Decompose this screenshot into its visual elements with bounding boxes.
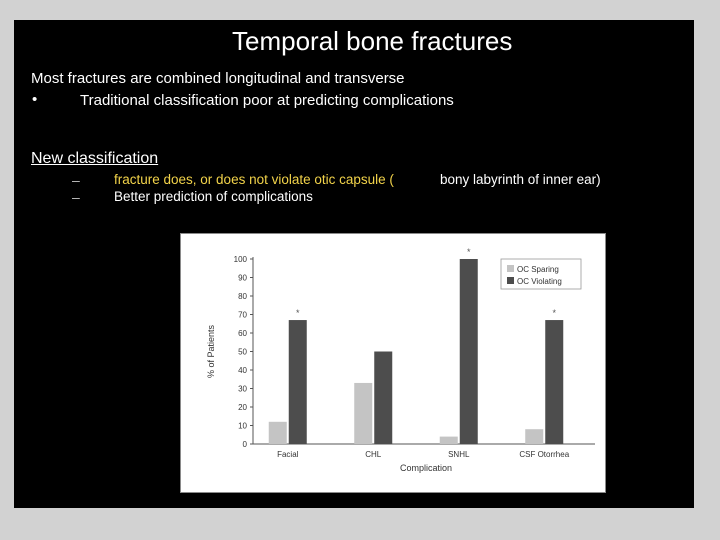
bar-oc-violating: [374, 352, 392, 445]
y-tick-label: 80: [238, 292, 247, 301]
point-combined-fractures: Most fractures are combined longitudinal and transverse: [31, 70, 405, 87]
y-tick-label: 30: [238, 384, 247, 394]
bar-oc-violating: [289, 320, 307, 444]
x-axis-label: Complication: [399, 463, 453, 473]
y-tick-label: 50: [238, 347, 247, 357]
y-axis-label: % of Patients: [206, 324, 216, 379]
legend-entry: OC Sparing: [517, 265, 559, 274]
subpoint-better-prediction: Better prediction of complications: [114, 189, 313, 204]
significance-marker: *: [295, 308, 300, 319]
legend-swatch: [507, 265, 514, 272]
bar-oc-violating: [460, 259, 478, 444]
new-classification-heading: New classification: [31, 150, 159, 167]
y-tick-label: 0: [242, 440, 247, 449]
y-tick-label: 70: [238, 310, 247, 320]
legend-swatch: [507, 277, 514, 284]
x-tick-label: SNHL: [448, 450, 470, 459]
y-tick-label: 40: [238, 366, 247, 375]
significance-marker: *: [552, 308, 557, 319]
bar-oc-violating: [545, 320, 563, 444]
x-tick-label: Facial: [277, 450, 299, 459]
y-tick-label: 100: [233, 255, 247, 264]
bar-chart: [180, 233, 606, 493]
y-tick-label: 20: [238, 403, 247, 412]
point-traditional-classification: Traditional classification poor at predicting complications: [80, 92, 454, 109]
bar-oc-sparing: [440, 437, 458, 444]
bar-oc-sparing: [354, 383, 372, 444]
chart-canvas: [181, 234, 605, 492]
dash-marker: –: [72, 189, 80, 205]
slide: [14, 20, 694, 508]
significance-marker: *: [466, 247, 471, 257]
subpoint-otic-capsule: fracture does, or does not violate otic capsule (: [114, 172, 394, 187]
bullet-marker: •: [32, 91, 38, 108]
legend-entry: OC Violating: [517, 277, 562, 286]
bar-oc-sparing: [269, 422, 287, 444]
bar-oc-sparing: [525, 429, 543, 444]
subpoint-bony-labyrinth: bony labyrinth of inner ear): [440, 172, 601, 187]
slide-title: Temporal bone fractures: [232, 26, 513, 56]
x-tick-label: CSF Otorrhea: [519, 450, 570, 459]
y-tick-label: 60: [238, 329, 247, 338]
dash-marker: –: [72, 172, 80, 188]
y-tick-label: 90: [238, 273, 247, 283]
x-tick-label: CHL: [365, 450, 382, 459]
y-tick-label: 10: [238, 421, 247, 431]
